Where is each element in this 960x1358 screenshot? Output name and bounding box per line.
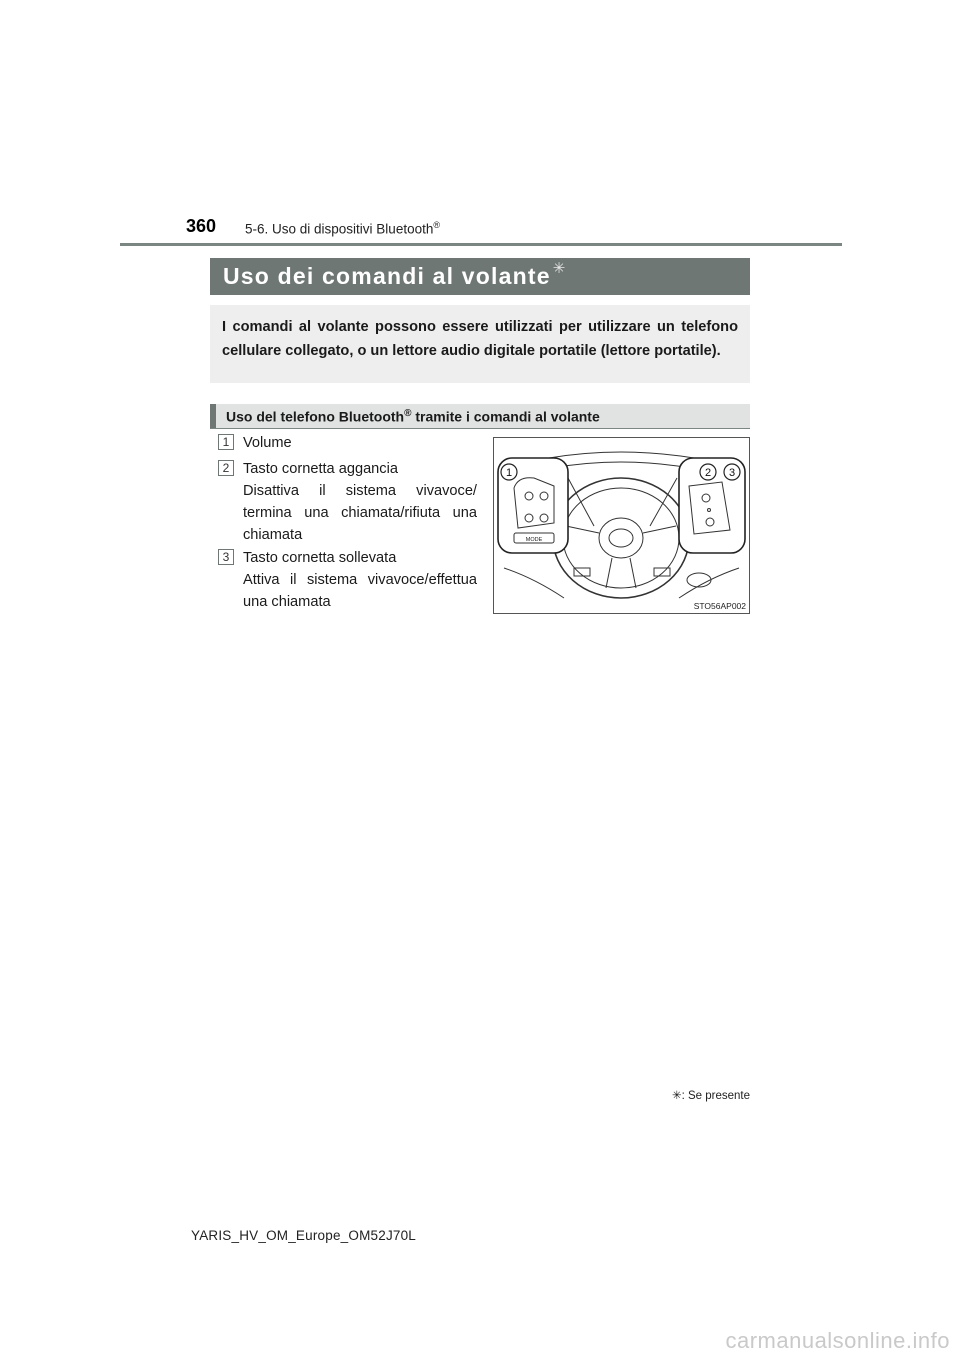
header-rule bbox=[120, 243, 842, 246]
item-label: Tasto cornetta sollevata bbox=[243, 550, 397, 566]
registered-mark: ® bbox=[433, 220, 440, 230]
page-number: 360 bbox=[186, 216, 217, 236]
watermark: carmanualsonline.info bbox=[725, 1328, 950, 1353]
item-number-badge: 1 bbox=[218, 434, 234, 450]
page-title: Uso dei comandi al volante bbox=[223, 263, 551, 289]
running-header bbox=[245, 220, 440, 237]
footer-code: YARIS_HV_OM_Europe_OM52J70L bbox=[191, 1228, 417, 1243]
section-title-pre: Uso del telefono Bluetooth bbox=[226, 408, 405, 425]
title-bar bbox=[210, 258, 750, 295]
callout-1-label: 1 bbox=[505, 467, 513, 479]
item-description: Attiva il sistema vivavoce/effettua una chiamata bbox=[243, 572, 477, 610]
item-number-badge: 2 bbox=[218, 460, 234, 476]
footnote-text: : Se presente bbox=[681, 1090, 750, 1102]
section-bar bbox=[210, 404, 750, 429]
footnote-marker-icon: ✳ bbox=[671, 1090, 682, 1102]
running-header-text: 5-6. Uso di dispositivi Bluetooth bbox=[245, 221, 434, 237]
item-number-badge: 3 bbox=[218, 549, 234, 565]
footnote bbox=[672, 1088, 750, 1102]
item-description: Disattiva il sistema vivavoce/ termina una chiamata/rifiuta una chiamata bbox=[243, 483, 477, 543]
callout-2-label: 2 bbox=[704, 467, 712, 479]
section-title-post: tramite i comandi al volante bbox=[411, 408, 600, 425]
callout-3-label: 3 bbox=[728, 467, 736, 479]
steering-controls-illustration bbox=[493, 437, 750, 614]
optional-marker-icon: ✳ bbox=[552, 259, 566, 277]
intro-box bbox=[210, 305, 750, 383]
steering-wheel-drawing bbox=[494, 438, 749, 613]
figure-code: STO56AP002 bbox=[693, 601, 746, 611]
intro-text: I comandi al volante possono essere utilizzati per utilizzare un telefono cellulare collegato, o un lettore audio digitale portatile (lettore portatile). bbox=[222, 319, 738, 359]
item-label: Volume bbox=[243, 435, 292, 451]
item-label: Tasto cornetta aggancia bbox=[243, 461, 398, 477]
mode-button-label: MODE bbox=[525, 537, 543, 543]
section-title bbox=[226, 408, 600, 425]
section-registered-mark: ® bbox=[404, 408, 412, 419]
